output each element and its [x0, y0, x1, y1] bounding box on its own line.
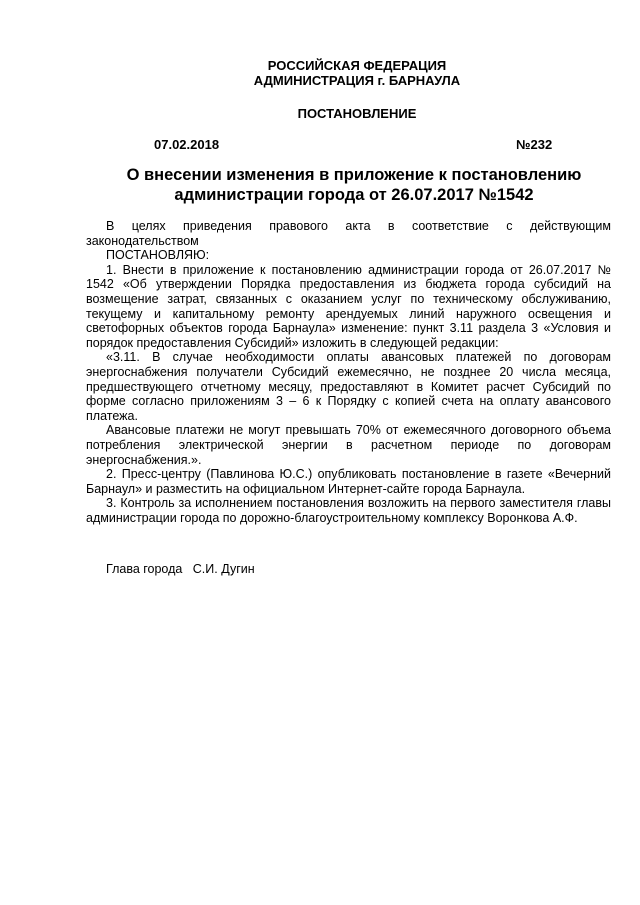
signature-block [106, 562, 255, 576]
clause-1-paragraph: 1. Внести в приложение к постановлению администрации города от 26.07.2017 № 1542 «Об утверждении Порядка предоставления из бюджета города субсидий на возмещение затрат, связанных с оказанием услуг по техническому обслуживанию, текущему и капитальному ремонту арендуемых линий наружного освещения и светофорных объектов города Барнаула» изменение: пункт 3.11 раздела 3 «Условия и порядок предоставления Субсидий» изложить в следующей редакции: [86, 262, 611, 350]
document-number: №232 [516, 137, 553, 152]
header-administration: АДМИНИСТРАЦИЯ г. БАРНАУЛА [253, 73, 461, 88]
signature-position: Глава города [106, 562, 183, 576]
header-doc-type: ПОСТАНОВЛЕНИЕ [297, 106, 417, 121]
document-date: 07.02.2018 [154, 137, 220, 152]
signature-name: С.И. Дугин [192, 562, 255, 576]
resolve-heading: ПОСТАНОВЛЯЮ: [106, 248, 210, 263]
clause-3-11-paragraph: «3.11. В случае необходимости оплаты авансовых платежей по договорам энергоснабжения получатели Субсидий ежемесячно, не позднее 20 числа месяца, предшествующего отчетному месяцу, предоставляют в Комитет расчет Субсидий по форме согласно приложениям 3 – 6 к Порядку с копией счета на оплату авансового платежа. [86, 350, 611, 423]
document-body [86, 219, 611, 525]
title-line-2: администрации города от 26.07.2017 №1542 [174, 186, 534, 204]
clause-3-paragraph: 3. Контроль за исполнением постановления возложить на первого заместителя главы администрации города по дорожно-благоустроительному комплексу Воронкова А.Ф. [86, 496, 611, 525]
header-country: РОССИЙСКАЯ ФЕДЕРАЦИЯ [267, 58, 447, 73]
clause-2-paragraph: 2. Пресс-центру (Павлинова Ю.С.) опубликовать постановление в газете «Вечерний Барнаул» и разместить на официальном Интернет-сайте города Барнаула. [86, 467, 611, 496]
title-line-1: О внесении изменения в приложение к постановлению [126, 166, 582, 184]
advance-payments-paragraph: Авансовые платежи не могут превышать 70% от ежемесячного договорного объема потребления электрической энергии в расчетном периоде по договорам энергоснабжения.». [86, 423, 611, 467]
document-title [84, 165, 624, 205]
preamble-paragraph: В целях приведения правового акта в соответствие с действующим законодательством [86, 219, 611, 248]
